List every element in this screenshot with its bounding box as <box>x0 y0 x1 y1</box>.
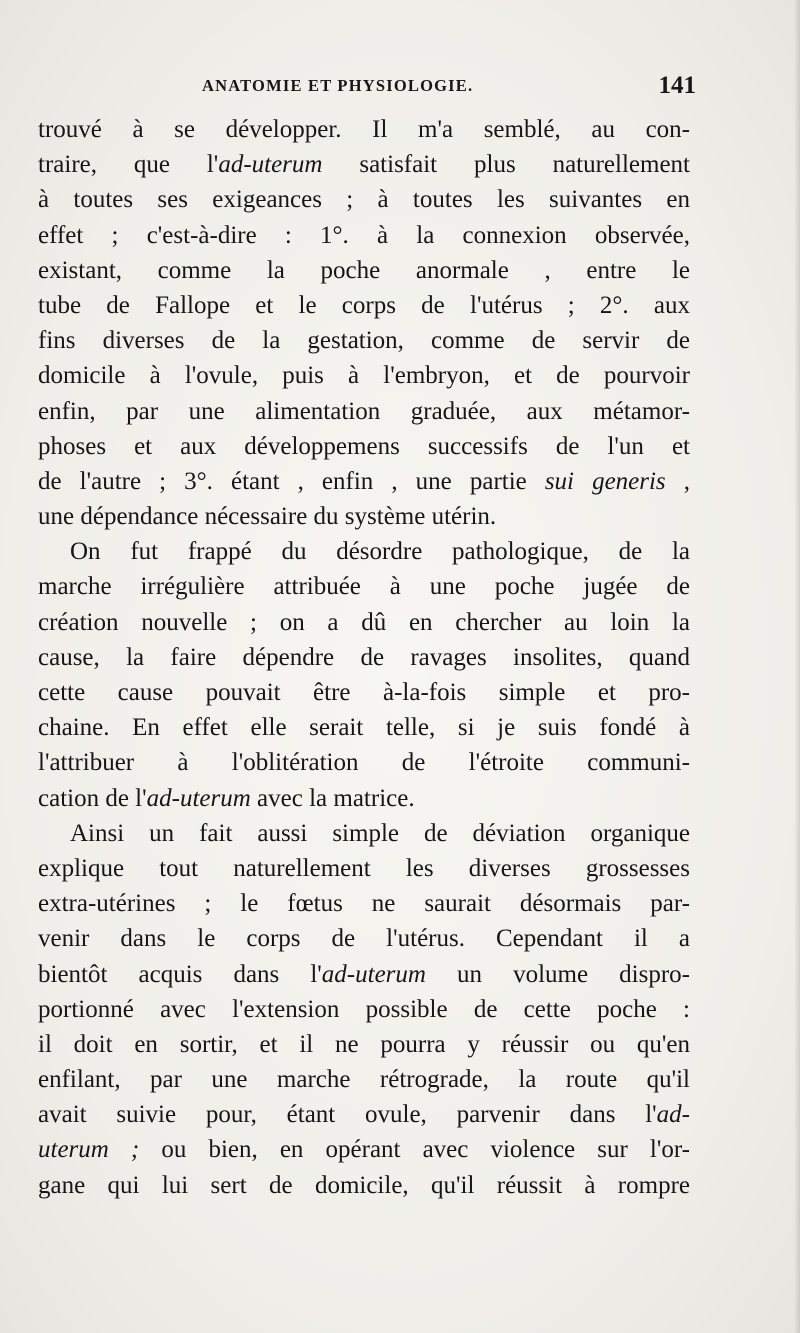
text-line: l'attribuer à l'oblitération de l'étroite communi- <box>38 749 690 777</box>
text-line: existant, comme la poche anormale , entre le <box>38 256 690 284</box>
text-line: tube de Fallope et le corps de l'utérus ; 2°. aux <box>38 291 690 319</box>
page-edge-shadow <box>794 0 800 1333</box>
text-line: uterum ; ou bien, en opérant avec violence sur l'or- <box>38 1136 690 1164</box>
text-line: chaine. En effet elle serait telle, si je suis fondé à <box>38 714 690 742</box>
text-line: cause, la faire dépendre de ravages insolites, quand <box>38 643 690 671</box>
text-line: venir dans le corps de l'utérus. Cependant il a <box>38 925 690 953</box>
text-line: enfin, par une alimentation graduée, aux métamor- <box>38 397 690 425</box>
text-line: enfilant, par une marche rétrograde, la route qu'il <box>38 1066 690 1094</box>
text-line: cette cause pouvait être à-la-fois simple et pro- <box>38 679 690 706</box>
text-line: phoses et aux développemens successifs de l'un et <box>38 432 690 460</box>
text-line: création nouvelle ; on a dû en chercher au loin la <box>38 608 690 636</box>
text-line: portionné avec l'extension possible de cette poche : <box>38 995 690 1023</box>
text-line: gane qui lui sert de domicile, qu'il réussit à rompre <box>38 1171 690 1199</box>
body-text <box>38 112 690 1203</box>
text-line: trouvé à se développer. Il m'a semblé, au con- <box>38 116 690 143</box>
text-line: avait suivie pour, étant ovule, parvenir dans l'ad- <box>38 1101 690 1129</box>
paragraph-end-line: cation de l'ad-uterum avec la matrice. <box>38 784 415 812</box>
text-line: à toutes ses exigeances ; à toutes les suivantes en <box>38 186 690 214</box>
page-number: 141 <box>658 72 696 99</box>
paragraph-end-line: une dépendance nécessaire du système utérin. <box>38 503 497 531</box>
text-line: bientôt acquis dans l'ad-uterum un volume dispro- <box>38 960 690 988</box>
text-line: de l'autre ; 3°. étant , enfin , une partie sui generis , <box>38 467 690 495</box>
text-line: marche irrégulière attribuée à une poche jugée de <box>38 573 690 601</box>
running-head: ANATOMIE ET PHYSIOLOGIE. <box>202 76 474 95</box>
paragraph-start-line: Ainsi un fait aussi simple de déviation organique <box>70 819 690 847</box>
paragraph-start-line: On fut frappé du désordre pathologique, de la <box>70 538 690 566</box>
text-line: extra-utérines ; le fœtus ne saurait désormais par- <box>38 890 690 918</box>
text-line: domicile à l'ovule, puis à l'embryon, et de pourvoir <box>38 362 690 390</box>
text-line: effet ; c'est-à-dire : 1°. à la connexion observée, <box>38 221 690 249</box>
text-line: il doit en sortir, et il ne pourra y réussir ou qu'en <box>38 1030 690 1058</box>
text-line: explique tout naturellement les diverses grossesses <box>38 854 690 882</box>
text-line: traire, que l'ad-uterum satisfait plus naturellement <box>38 151 691 179</box>
page-header <box>40 72 696 102</box>
text-line: fins diverses de la gestation, comme de servir de <box>38 327 690 355</box>
